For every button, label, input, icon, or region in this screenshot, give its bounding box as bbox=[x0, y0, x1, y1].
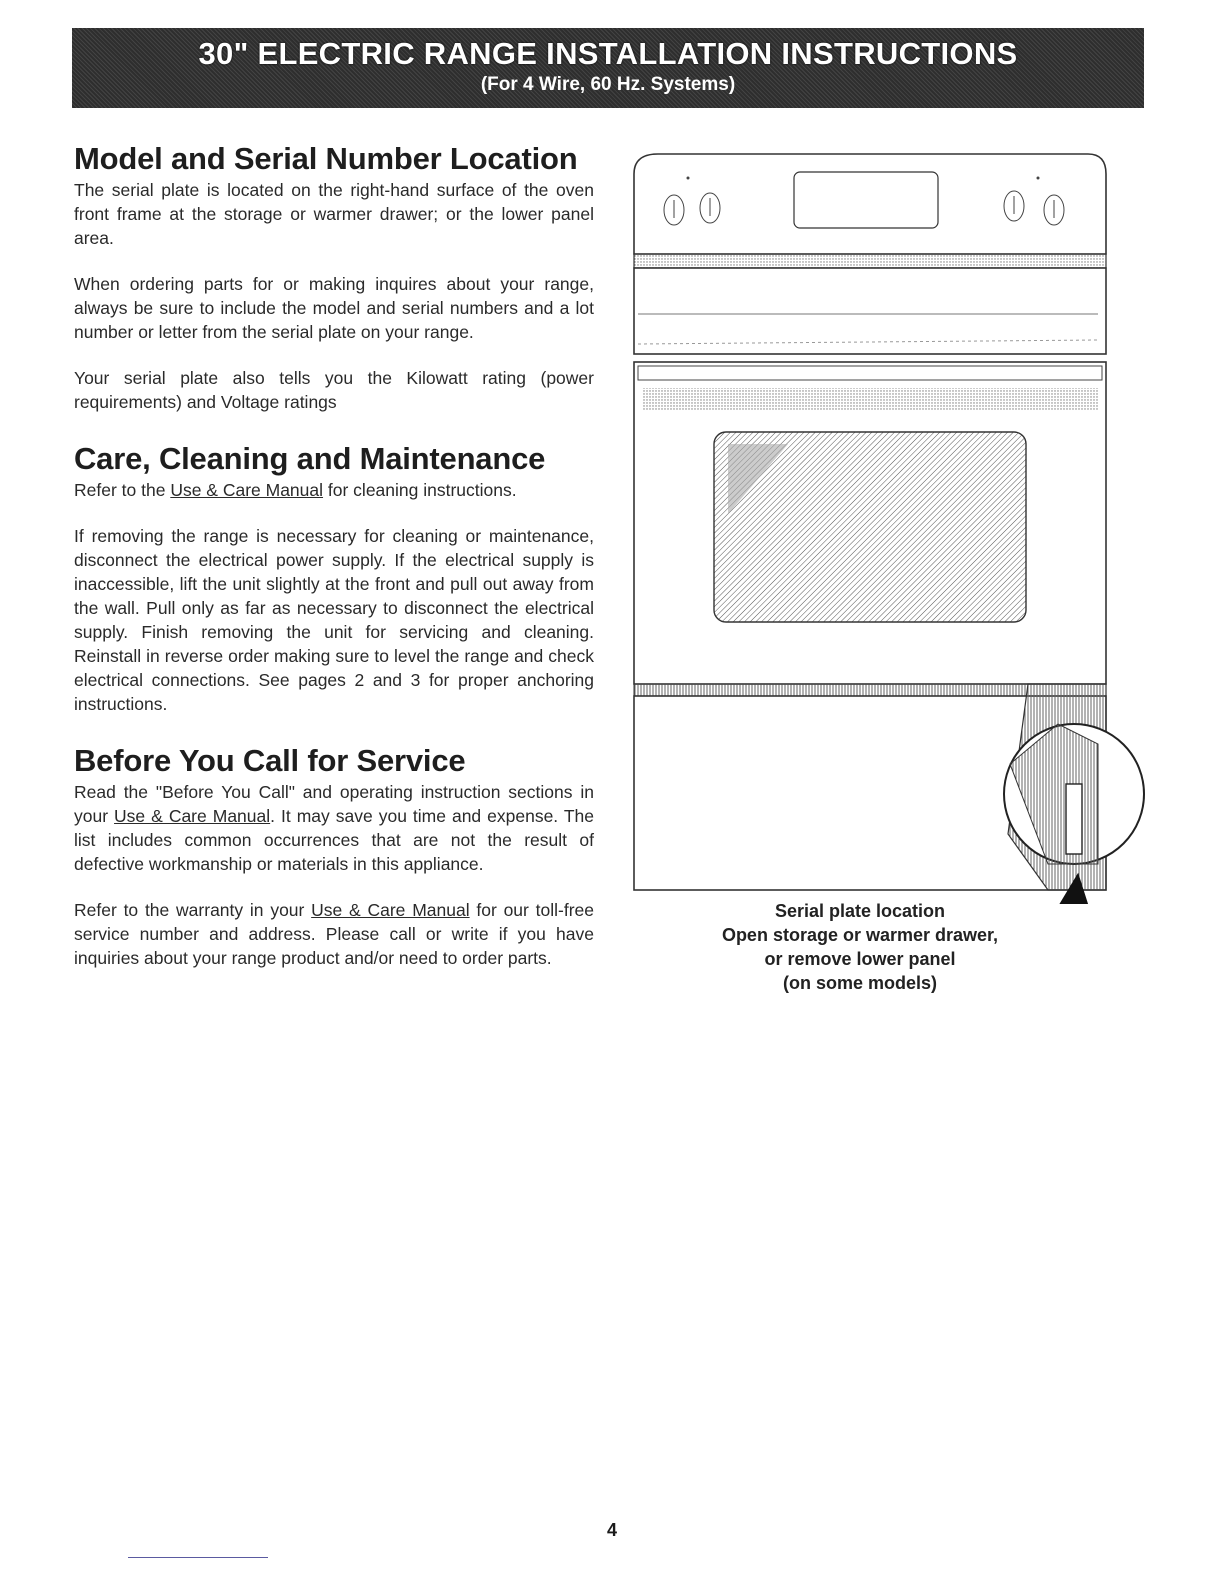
use-care-manual-link[interactable]: Use & Care Manual bbox=[311, 900, 470, 920]
upper-panel bbox=[634, 268, 1106, 354]
model-paragraph-2: When ordering parts for or making inquires about your range, always be sure to include the model and serial numbers and a lot number or letter from the serial plate on your range. bbox=[74, 274, 594, 342]
care-p1-text: Refer to the bbox=[74, 480, 171, 500]
knob-icon bbox=[664, 195, 684, 225]
footer-rule bbox=[128, 1557, 268, 1558]
care-p1-text-end: for cleaning instructions. bbox=[323, 480, 517, 500]
service-paragraph-1 bbox=[74, 780, 594, 876]
knob-icon bbox=[1004, 191, 1024, 221]
text-column bbox=[74, 140, 594, 970]
caption-line: Open storage or warmer drawer, bbox=[721, 925, 999, 945]
care-paragraph-1 bbox=[74, 478, 594, 502]
service-p1-text-end: . It may save you time and expense. The list includes common occurrences that are not the result of defective workmanship or materials in this appliance. bbox=[74, 806, 594, 874]
serial-plate bbox=[1066, 784, 1082, 854]
oven-door bbox=[634, 362, 1106, 684]
care-paragraph-2: If removing the range is necessary for cleaning or maintenance, disconnect the electrical power supply. If the electrical supply is inaccessible, lift the unit slightly at the front and pull out away from the wall. Pull only as far as necessary to disconnect the electrical supply. Finish removing the unit for servicing and cleaning. Reinstall in reverse order making sure to level the range and check electrical connections. See pages 2 and 3 for proper anchoring instructions. bbox=[74, 526, 594, 714]
knob-icon bbox=[700, 193, 720, 223]
model-paragraph-1: The serial plate is located on the right-hand surface of the oven front frame at the storage or warmer drawer; or the lower panel area. bbox=[74, 180, 594, 248]
section-heading-service: Before You Call for Service bbox=[74, 743, 466, 778]
magnifier-circle bbox=[1004, 724, 1144, 864]
document-title: 30" ELECTRIC RANGE INSTALLATION INSTRUCTIONS bbox=[198, 36, 1018, 71]
page-number: 4 bbox=[606, 1520, 617, 1540]
caption-line: or remove lower panel bbox=[764, 949, 956, 969]
service-p2-text: Refer to the warranty in your bbox=[74, 900, 312, 920]
service-paragraph-2 bbox=[74, 898, 594, 970]
door-handle bbox=[642, 388, 1098, 410]
title-banner bbox=[72, 28, 1144, 108]
knob-icon bbox=[1044, 195, 1064, 225]
section-heading-care: Care, Cleaning and Maintenance bbox=[74, 441, 546, 476]
caption-line: Serial plate location bbox=[774, 901, 946, 921]
section-heading-model: Model and Serial Number Location bbox=[74, 141, 578, 176]
caption-line: (on some models) bbox=[782, 973, 938, 993]
cooktop-edge bbox=[634, 254, 1106, 268]
service-p2-text-end: for our toll-free service number and address. Please call or write if you have inquiries about your range product and/or need to order parts. bbox=[74, 900, 594, 968]
model-paragraph-3: Your serial plate also tells you the Kilowatt rating (power requirements) and Voltage ratings bbox=[74, 368, 594, 412]
figure-caption bbox=[690, 899, 1030, 995]
document-subtitle: (For 4 Wire, 60 Hz. Systems) bbox=[480, 74, 736, 95]
control-panel bbox=[634, 154, 1106, 254]
range-illustration bbox=[628, 144, 1148, 904]
use-care-manual-link[interactable]: Use & Care Manual bbox=[170, 480, 324, 500]
use-care-manual-link[interactable]: Use & Care Manual bbox=[114, 806, 271, 826]
service-p1-text: Read the "Before You Call" and operating instruction sections in your bbox=[74, 782, 594, 826]
